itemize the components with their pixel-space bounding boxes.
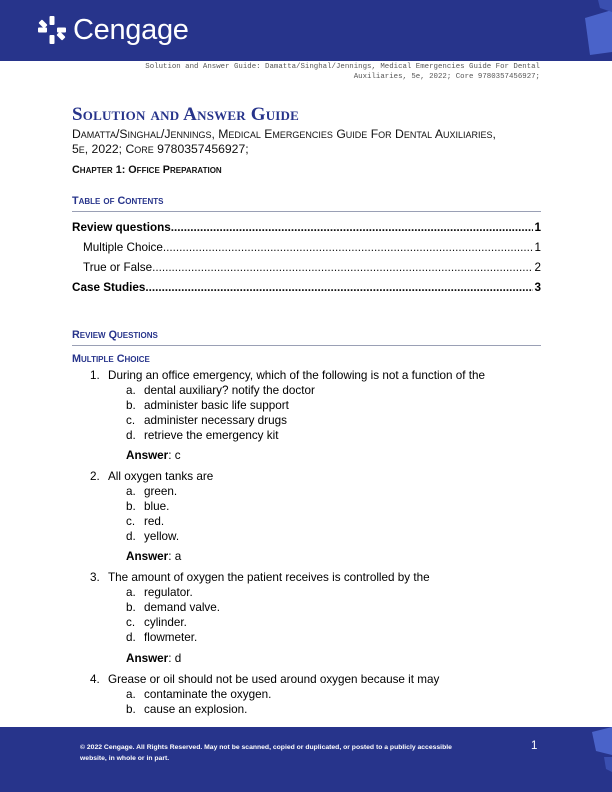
- toc-leader: [145, 280, 533, 295]
- question-number: 3.: [90, 571, 100, 584]
- option-text: demand valve.: [144, 601, 221, 614]
- toc-leader: [171, 220, 534, 235]
- question-text: All oxygen tanks are: [108, 470, 214, 483]
- toc-label: Case Studies: [72, 281, 146, 294]
- decorative-pattern-icon: [560, 0, 612, 61]
- answer-2: [126, 549, 181, 564]
- toc-page: 2: [534, 261, 541, 274]
- question-text: The amount of oxygen the patient receives is controlled by the: [108, 571, 430, 584]
- document-title: Solution and Answer Guide: [72, 104, 300, 125]
- option-1d: [126, 428, 278, 443]
- page-number: 1: [531, 740, 538, 752]
- answer-value: : a: [168, 550, 182, 563]
- chapter-heading: Chapter 1: Office Preparation: [72, 164, 222, 176]
- toc-page: 1: [534, 221, 541, 234]
- copyright-line: website, in whole or in part.: [80, 755, 170, 762]
- question-4: [90, 672, 439, 687]
- option-letter: c.: [126, 515, 136, 528]
- toc-leader: [152, 260, 533, 275]
- running-head-line: Solution and Answer Guide: Damatta/Singhal/Jennings, Medical Emergencies Guide For Dental: [145, 63, 540, 71]
- option-text: yellow.: [144, 530, 180, 543]
- divider: [72, 211, 541, 212]
- option-letter: a.: [126, 688, 136, 701]
- option-letter: b.: [126, 500, 136, 513]
- toc-label: True or False: [83, 261, 153, 274]
- multiple-choice-heading: Multiple Choice: [72, 353, 150, 365]
- question-number: 1.: [90, 369, 100, 382]
- question-number: 2.: [90, 470, 100, 483]
- option-letter: b.: [126, 601, 136, 614]
- option-letter: d.: [126, 429, 136, 442]
- answer-label: Answer: [126, 449, 169, 462]
- option-text: dental auxiliary? notify the doctor: [144, 384, 315, 397]
- answer-value: : c: [168, 449, 181, 462]
- running-head-line: Auxiliaries, 5e, 2022; Core 9780357456927;: [353, 72, 540, 81]
- option-text: flowmeter.: [144, 631, 198, 644]
- cengage-logo: [37, 15, 189, 45]
- toc-page: 3: [534, 281, 541, 294]
- document-subtitle: [72, 127, 542, 157]
- answer-3: [126, 651, 181, 666]
- option-text: retrieve the emergency kit: [144, 429, 279, 442]
- option-text: administer necessary drugs: [144, 414, 287, 427]
- option-2a: [126, 484, 177, 499]
- option-4a: [126, 687, 271, 702]
- option-text: red.: [144, 515, 165, 528]
- copyright-notice: [80, 742, 480, 764]
- question-text: Grease or oil should not be used around oxygen because it may: [108, 673, 440, 686]
- option-3a: [126, 585, 193, 600]
- answer-label: Answer: [126, 652, 169, 665]
- option-text: regulator.: [144, 586, 193, 599]
- option-1c: [126, 413, 287, 428]
- running-head: [100, 63, 540, 82]
- option-2b: [126, 499, 169, 514]
- copyright-line: © 2022 Cengage. All Rights Reserved. May not be scanned, copied or duplicated, or posted to a publicly accessible: [80, 744, 452, 751]
- option-1b: [126, 398, 289, 413]
- option-letter: c.: [126, 414, 136, 427]
- option-3c: [126, 615, 187, 630]
- footer-band: [0, 727, 612, 792]
- toc-entry-true-or-false[interactable]: [83, 260, 541, 275]
- header-band: [0, 0, 612, 61]
- answer-value: : d: [168, 652, 182, 665]
- option-text: contaminate the oxygen.: [144, 688, 272, 701]
- toc-entry-review-questions[interactable]: [72, 220, 541, 235]
- question-1: [90, 368, 485, 383]
- option-1a: [126, 383, 315, 398]
- subtitle-line: 5e, 2022; Core 9780357456927;: [72, 142, 249, 156]
- toc-page: 1: [534, 241, 541, 254]
- option-letter: d.: [126, 530, 136, 543]
- option-4b: [126, 702, 247, 717]
- toc-label: Multiple Choice: [83, 241, 163, 254]
- option-2c: [126, 514, 164, 529]
- question-text: During an office emergency, which of the following is not a function of the: [108, 369, 486, 382]
- option-text: administer basic life support: [144, 399, 289, 412]
- toc-entry-multiple-choice[interactable]: [83, 240, 541, 255]
- toc-entry-case-studies[interactable]: [72, 280, 541, 295]
- option-letter: c.: [126, 616, 136, 629]
- subtitle-line: Damatta/Singhal/Jennings, Medical Emergencies Guide For Dental Auxiliaries,: [72, 127, 496, 141]
- toc-heading: Table of Contents: [72, 195, 164, 207]
- answer-1: [126, 448, 181, 463]
- brand-wordmark: Cengage: [73, 14, 189, 46]
- option-2d: [126, 529, 179, 544]
- option-letter: b.: [126, 399, 136, 412]
- question-2: [90, 469, 213, 484]
- option-text: cylinder.: [144, 616, 187, 629]
- toc-leader: [163, 240, 534, 255]
- answer-label: Answer: [126, 550, 169, 563]
- toc-label: Review questions: [72, 221, 171, 234]
- option-letter: a.: [126, 586, 136, 599]
- question-number: 4.: [90, 673, 100, 686]
- option-letter: d.: [126, 631, 136, 644]
- decorative-pattern-icon: [560, 727, 612, 792]
- cengage-asterisk-icon: [37, 15, 67, 45]
- option-letter: a.: [126, 485, 136, 498]
- divider: [72, 345, 541, 346]
- review-questions-heading: Review Questions: [72, 329, 158, 341]
- option-3d: [126, 630, 197, 645]
- option-letter: b.: [126, 703, 136, 716]
- option-text: blue.: [144, 500, 170, 513]
- question-3: [90, 570, 430, 585]
- option-letter: a.: [126, 384, 136, 397]
- option-text: cause an explosion.: [144, 703, 248, 716]
- option-3b: [126, 600, 220, 615]
- option-text: green.: [144, 485, 178, 498]
